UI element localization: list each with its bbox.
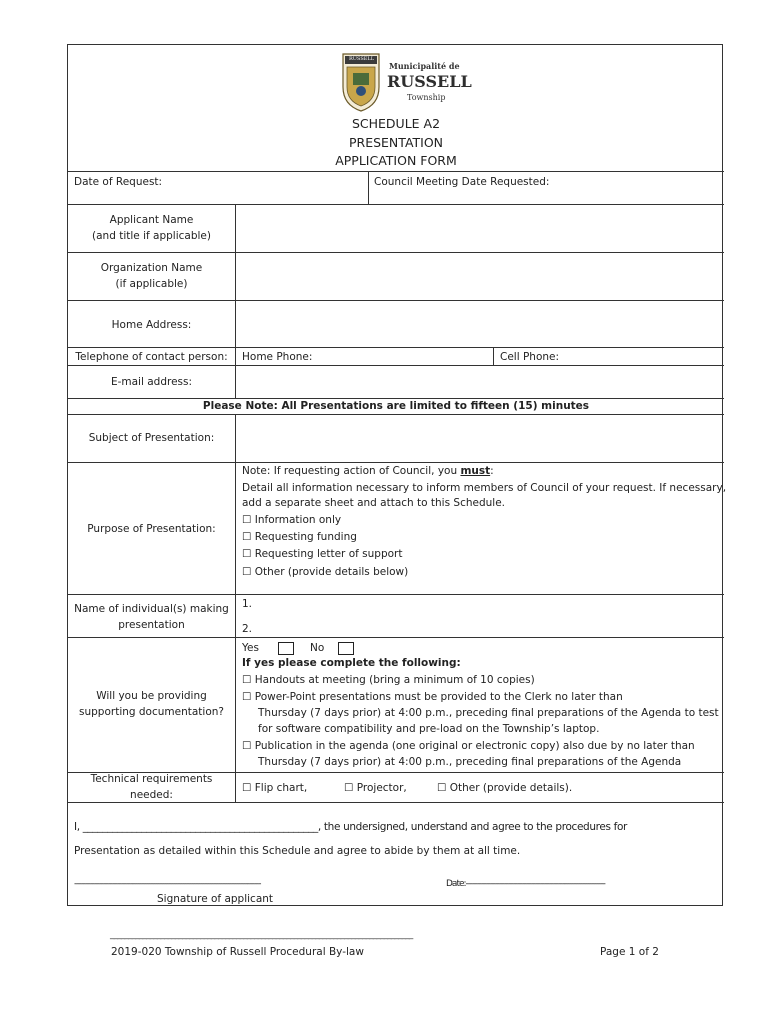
home-address-field[interactable] — [236, 301, 723, 346]
presenter-number-2: 2. — [242, 623, 253, 635]
home-phone-label: Home Phone: — [242, 351, 313, 363]
presenters-line2: presentation — [118, 619, 185, 631]
technical-line2: needed: — [130, 789, 173, 801]
email-field[interactable] — [236, 366, 723, 397]
purpose-option-letter[interactable]: ☐ Requesting letter of support — [242, 548, 403, 560]
applicant-name-field[interactable] — [236, 205, 723, 251]
purpose-detail-line2: add a separate sheet and attach to this Schedule. — [242, 497, 505, 509]
email-label: E-mail address: — [110, 376, 193, 388]
documentation-label — [68, 689, 235, 719]
applicant-name-label — [68, 213, 235, 243]
doc-powerpoint-detail2: for software compatibility and pre-load on the Township’s laptop. — [258, 723, 600, 735]
doc-publication-detail: Thursday (7 days prior) at 4:00 p.m., preceding final preparations of the Agenda — [258, 756, 682, 768]
organization-name-line2: (if applicable) — [115, 278, 188, 290]
subject-field[interactable] — [236, 415, 723, 461]
logo-municipalite: Municipalité de — [389, 61, 460, 71]
title-application-form: APPLICATION FORM — [335, 153, 457, 168]
signature-label: Signature of applicant — [157, 893, 274, 905]
council-date-label: Council Meeting Date Requested: — [374, 176, 550, 188]
doc-option-publication[interactable]: ☐ Publication in the agenda (one original or electronic copy) also due by no later than — [242, 740, 695, 752]
footer-bylaw: 2019-020 Township of Russell Procedural By-law — [111, 946, 364, 958]
purpose-option-information[interactable]: ☐ Information only — [242, 514, 342, 526]
applicant-name-line2: (and title if applicable) — [92, 230, 211, 242]
presenters-label — [68, 602, 235, 632]
doc-powerpoint-detail1: Thursday (7 days prior) at 4:00 p.m., preceding final preparations of the Agenda to test — [258, 707, 719, 719]
title-presentation: PRESENTATION — [348, 134, 444, 150]
subject-label: Subject of Presentation: — [88, 432, 215, 444]
home-address-label: Home Address: — [111, 319, 192, 331]
purpose-option-other[interactable]: ☐ Other (provide details below) — [242, 566, 409, 578]
logo-township: Township — [407, 93, 446, 102]
presenter-number-1: 1. — [242, 598, 253, 610]
doc-option-handouts[interactable]: ☐ Handouts at meeting (bring a minimum of 10 copies) — [242, 674, 535, 686]
russell-logo — [341, 51, 472, 113]
presenters-line1: Name of individual(s) making — [74, 603, 229, 615]
purpose-note-must: must — [460, 465, 491, 477]
organization-name-line1: Organization Name — [100, 262, 203, 274]
applicant-name-line1: Applicant Name — [109, 214, 194, 226]
form-title — [68, 115, 724, 171]
no-checkbox[interactable] — [338, 642, 354, 655]
tech-option-flip-chart[interactable]: ☐ Flip chart, — [242, 782, 308, 794]
purpose-detail-line1: Detail all information necessary to inform members of Council of your request. If necessary, — [242, 482, 727, 494]
footer-rule: ____________________________________________________________________________________ — [110, 930, 413, 940]
date-line[interactable]: Date:-------------------------------------------------------------- — [446, 879, 605, 889]
tech-option-projector[interactable]: ☐ Projector, — [344, 782, 407, 794]
technical-line1: Technical requirements — [90, 773, 213, 785]
if-yes-heading: If yes please complete the following: — [242, 657, 461, 669]
organization-name-field[interactable] — [236, 253, 723, 299]
footer-page-number: Page 1 of 2 — [600, 946, 659, 958]
telephone-label: Telephone of contact person: — [75, 351, 228, 363]
purpose-note — [242, 464, 494, 478]
yes-label: Yes — [242, 642, 259, 654]
signature-line[interactable]: ----------------------------------------------------------------------------------- — [74, 879, 261, 889]
yes-checkbox[interactable] — [278, 642, 294, 655]
purpose-option-funding[interactable]: ☐ Requesting funding — [242, 531, 357, 543]
doc-option-powerpoint[interactable]: ☐ Power-Point presentations must be provided to the Clerk no later than — [242, 691, 623, 703]
logo-shield-label: RUSSELL — [349, 56, 375, 62]
organization-name-label — [68, 261, 235, 291]
purpose-label: Purpose of Presentation: — [87, 523, 216, 535]
documentation-line1: Will you be providing — [96, 690, 207, 702]
tech-option-other[interactable]: ☐ Other (provide details). — [437, 782, 573, 794]
purpose-note-colon: : — [490, 465, 494, 477]
purpose-note-text: Note: If requesting action of Council, you — [242, 465, 461, 477]
cell-phone-label: Cell Phone: — [500, 351, 560, 363]
declaration-line2: Presentation as detailed within this Schedule and agree to abide by them at all time. — [74, 845, 521, 857]
documentation-line2: supporting documentation? — [79, 706, 224, 718]
date-of-request-label: Date of Request: — [74, 176, 163, 188]
logo-name: RUSSELL — [387, 72, 472, 91]
declaration-line1: I, ________________________________________________, the undersigned, understand and agree to the procedures for — [74, 821, 628, 833]
time-limit-note: Please Note: All Presentations are limited to fifteen (15) minutes — [202, 400, 590, 412]
application-form — [67, 44, 727, 906]
no-label: No — [310, 642, 325, 654]
title-schedule: SCHEDULE A2 — [351, 116, 441, 131]
technical-label — [68, 772, 235, 802]
